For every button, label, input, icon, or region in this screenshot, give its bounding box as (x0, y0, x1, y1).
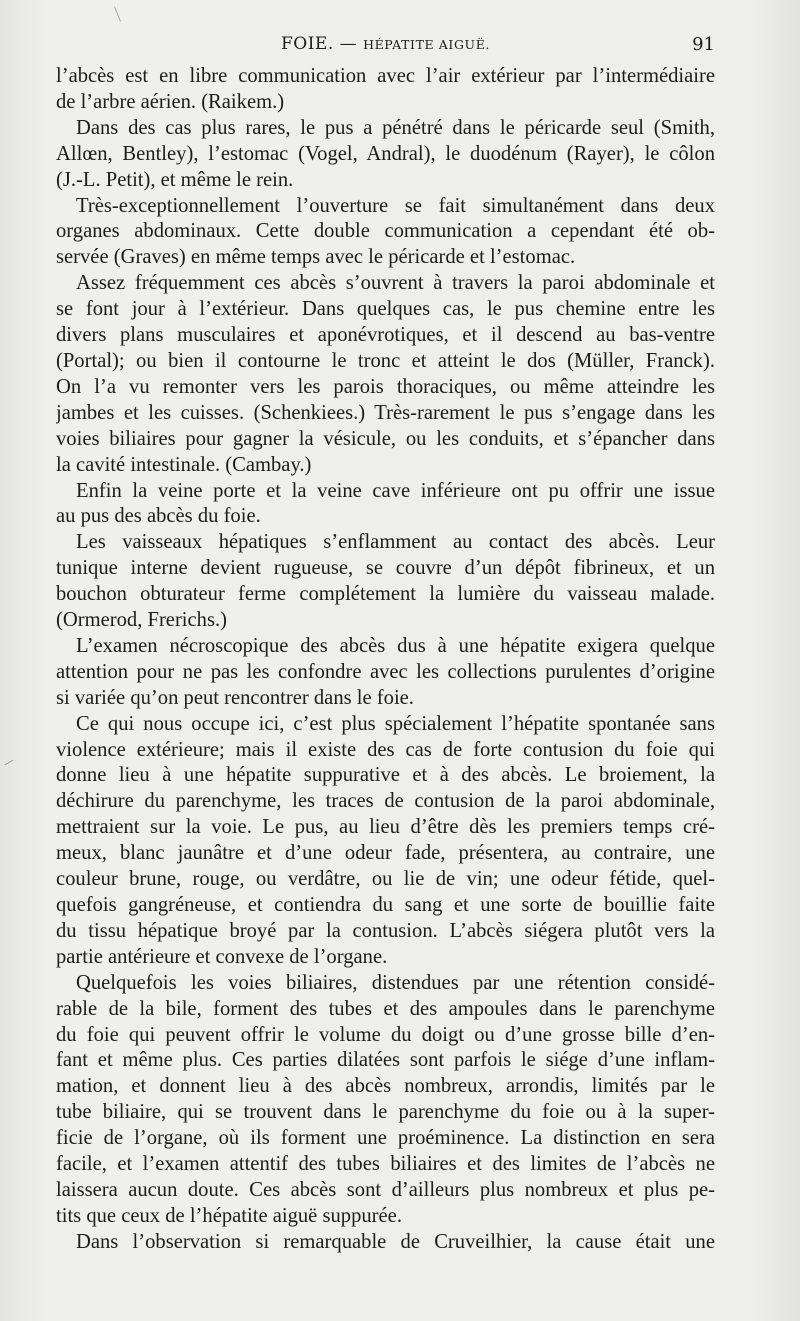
paragraph (56, 194, 715, 272)
paragraph (56, 116, 715, 194)
text-line: de l’arbre aérien. (Raikem.) (56, 90, 285, 113)
text-line: Enfin la veine porte et la veine cave inférieure ont pu offrir une issue (76, 479, 715, 502)
text-line: (J.-L. Petit), et même le rein. (56, 168, 294, 191)
print-artifact (114, 6, 121, 21)
text-line: couleur brune, rouge, ou verdâtre, ou lie de vin; une odeur fétide, quel- (56, 868, 715, 891)
text-line: violence extérieure; mais il existe des cas de forte contusion du foie qui (56, 738, 715, 761)
text-line: rable de la bile, forment des tubes et des ampoules dans le parenchyme (56, 997, 715, 1020)
text-line: du tissu hépatique broyé par la contusion. L’abcès siégera plutôt vers la (56, 919, 715, 942)
text-line: Dans l’observation si remarquable de Cruveilhier, la cause était une (76, 1230, 715, 1253)
text-line: l’abcès est en libre communication avec l’air extérieur par l’intermédiaire (56, 65, 715, 87)
running-header (56, 34, 715, 58)
text-line: (Portal); ou bien il contourne le tronc et atteint le dos (Müller, Franck). (56, 349, 715, 372)
text-line: jambes et les cuisses. (Schenkiees.) Très-rarement le pus s’engage dans les (56, 401, 715, 424)
paragraph (56, 1230, 715, 1256)
text-line: Les vaisseaux hépatiques s’enflamment au contact des abcès. Leur (76, 531, 715, 554)
text-line: laissera aucun doute. Ces abcès sont d’ailleurs plus nombreux et plus pe- (56, 1178, 715, 1201)
body-text (56, 64, 715, 1256)
paragraph (56, 712, 715, 971)
text-line: facile, et l’examen attentif des tubes biliaires et des limites de l’abcès ne (56, 1153, 715, 1176)
header-title-main: FOIE. — (280, 34, 358, 54)
text-line: si variée qu’on peut rencontrer dans le foie. (56, 686, 414, 709)
header-title-sub: HÉPATITE AIGUË. (363, 37, 490, 52)
text-line: tube biliaire, qui se trouvent dans le parenchyme du foie ou à la super- (56, 1101, 715, 1124)
text-line: fant et même plus. Ces parties dilatées sont parfois le siége d’une inflam- (56, 1049, 715, 1072)
paragraph (56, 479, 715, 531)
header-title (56, 34, 715, 54)
text-line: au pus des abcès du foie. (56, 505, 261, 528)
text-line: Assez fréquemment ces abcès s’ouvrent à travers la paroi abdominale et (76, 272, 715, 295)
text-line: du foie qui peuvent offrir le volume du doigt ou d’une grosse bille d’en- (56, 1023, 715, 1046)
text-line: se font jour à l’extérieur. Dans quelques cas, le pus chemine entre les (56, 298, 715, 321)
text-line: voies biliaires pour gagner la vésicule, ou les conduits, et s’épancher dans (56, 427, 715, 450)
text-line: ficie de l’organe, où ils forment une proéminence. La distinction en sera (56, 1127, 715, 1150)
text-line: tits que ceux de l’hépatite aiguë suppurée. (56, 1204, 402, 1227)
text-line: attention pour ne pas les confondre avec les collections purulentes d’origine (56, 660, 715, 683)
text-line: (Ormerod, Frerichs.) (56, 609, 227, 632)
text-line: organes abdominaux. Cette double communication a cependant été ob- (56, 220, 715, 243)
text-line: bouchon obturateur ferme complétement la lumière du vaisseau malade. (56, 583, 715, 606)
paragraph (56, 634, 715, 712)
print-artifact (4, 760, 13, 766)
text-line: Très-exceptionnellement l’ouverture se fait simultanément dans deux (76, 194, 715, 217)
text-line: Ce qui nous occupe ici, c’est plus spécialement l’hépatite spontanée sans (76, 712, 715, 735)
text-line: partie antérieure et convexe de l’organe. (56, 945, 388, 968)
text-line: la cavité intestinale. (Cambay.) (56, 453, 312, 476)
paragraph (56, 64, 715, 116)
text-line: Dans des cas plus rares, le pus a pénétré dans le péricarde seul (Smith, (76, 116, 715, 139)
text-line: déchirure du parenchyme, les traces de contusion de la paroi abdominale, (56, 790, 715, 813)
paragraph (56, 971, 715, 1230)
text-line: L’examen nécroscopique des abcès dus à une hépatite exigera quelque (76, 634, 715, 657)
text-line: divers plans musculaires et aponévrotiques, et il descend au bas-ventre (56, 324, 715, 347)
text-line: Quelquefois les voies biliaires, distendues par une rétention considé- (76, 971, 715, 994)
text-line: quefois gangréneuse, et contiendra du sang et une sorte de bouillie faite (56, 894, 715, 916)
paragraph (56, 530, 715, 634)
text-line: On l’a vu remonter vers les parois thoraciques, ou même atteindre les (56, 375, 715, 398)
text-line: donne lieu à une hépatite suppurative et à des abcès. Le broiement, la (56, 764, 715, 787)
text-line: mettraient sur la voie. Le pus, au lieu d’être dès les premiers temps cré- (56, 816, 715, 839)
text-line: servée (Graves) en même temps avec le péricarde et l’estomac. (56, 246, 576, 269)
paragraph (56, 271, 715, 478)
text-line: meux, blanc jaunâtre et d’une odeur fade, présentera, au contraire, une (56, 842, 715, 865)
text-line: mation, et donnent lieu à des abcès nombreux, arrondis, limités par le (56, 1075, 715, 1098)
text-line: Allœn, Bentley), l’estomac (Vogel, Andral), le duodénum (Rayer), le côlon (56, 142, 715, 165)
text-line: tunique interne devient rugueuse, se couvre d’un dépôt fibrineux, et un (56, 557, 715, 580)
page-number: 91 (692, 34, 715, 55)
